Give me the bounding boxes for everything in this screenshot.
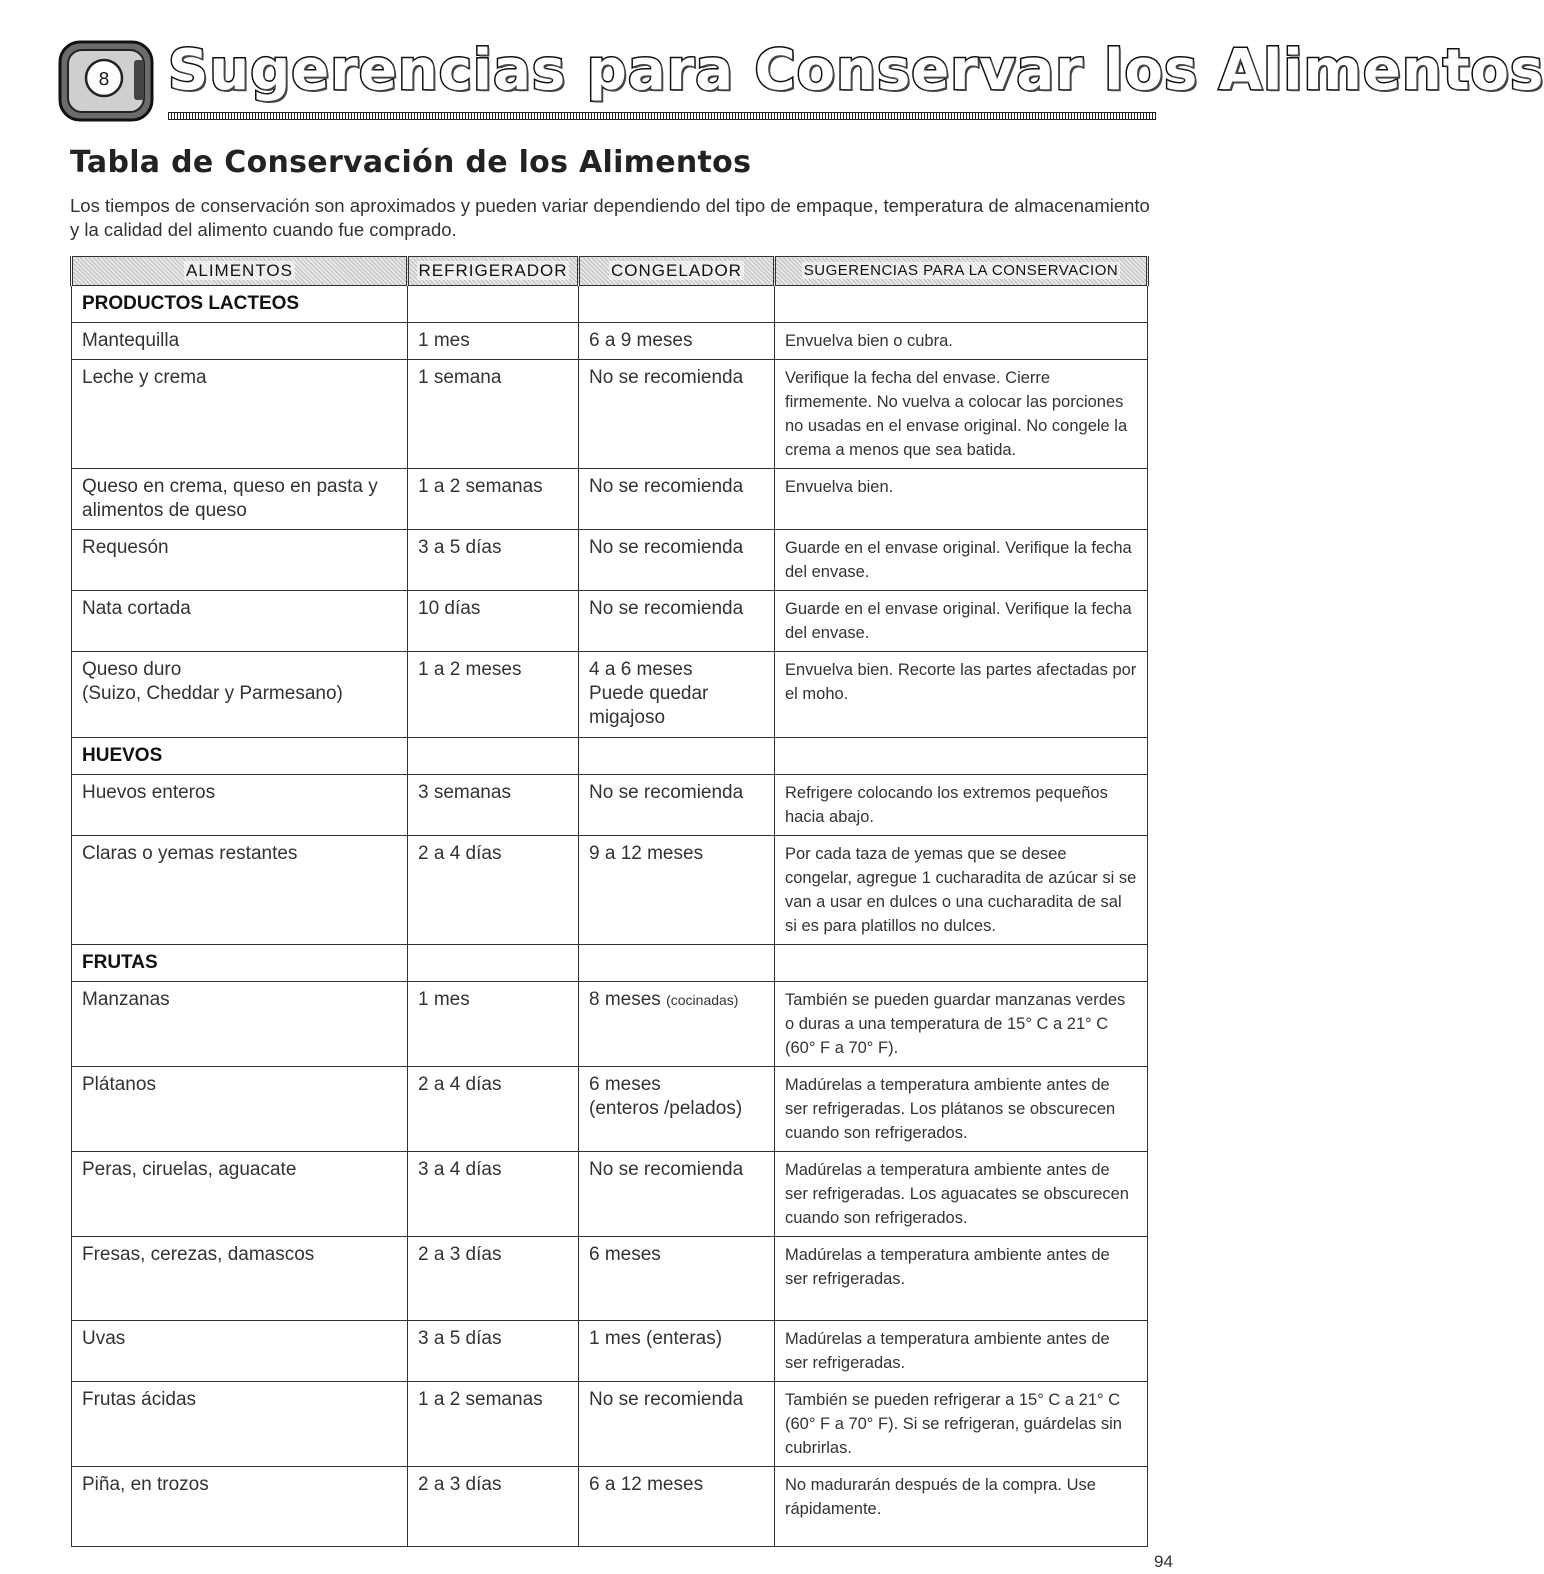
- table-row: [72, 360, 1148, 469]
- fridge-time-cell: [408, 1067, 579, 1152]
- freezer-time-cell: [579, 982, 775, 1067]
- fridge-time-cell: [408, 836, 579, 945]
- fridge-time-cell: [408, 1382, 579, 1467]
- table-body: [72, 286, 1148, 1547]
- freezer-time-cell: [579, 836, 775, 945]
- table-row: [72, 1152, 1148, 1237]
- table-header-row: [72, 257, 1148, 286]
- category-label: PRODUCTOS LACTEOS: [72, 286, 408, 323]
- intro-paragraph: [70, 194, 1150, 242]
- fridge-time-cell-text: 2 a 4 días: [418, 1074, 502, 1095]
- table-row: [72, 591, 1148, 652]
- fridge-time-cell: [408, 982, 579, 1067]
- fridge-time-cell-text: 2 a 3 días: [418, 1474, 502, 1495]
- freezer-time-cell: [579, 1321, 775, 1382]
- fridge-time-cell-text: 2 a 4 días: [418, 843, 502, 864]
- fridge-time-cell: [408, 652, 579, 738]
- table-row: [72, 1382, 1148, 1467]
- fridge-time-cell-text: 3 a 5 días: [418, 1328, 502, 1349]
- freezer-time-cell-text: No se recomienda: [589, 537, 744, 558]
- storage-tip-cell-text: Madúrelas a temperatura ambiente antes de ser refrigeradas. Los plátanos se obscurecen cuando son refrigerados.: [785, 1076, 1116, 1142]
- storage-tip-cell: [775, 775, 1148, 836]
- empty-cell: [408, 738, 579, 775]
- food-cell-text: Requesón: [82, 537, 169, 558]
- freezer-time-cell-text: 4 a 6 meses Puede quedar migajoso: [589, 659, 709, 728]
- freezer-time-cell: [579, 652, 775, 738]
- category-row: [72, 945, 1148, 982]
- food-cell: [72, 652, 408, 738]
- table-row: [72, 1067, 1148, 1152]
- freezer-time-cell: [579, 775, 775, 836]
- fridge-time-cell: [408, 360, 579, 469]
- food-cell-text: Uvas: [82, 1328, 126, 1349]
- freezer-time-cell-text: 6 meses: [589, 1244, 661, 1265]
- empty-cell: [579, 286, 775, 323]
- empty-cell: [775, 945, 1148, 982]
- table-row: [72, 1321, 1148, 1382]
- category-label: HUEVOS: [72, 738, 408, 775]
- fridge-time-cell-text: 10 días: [418, 598, 481, 619]
- storage-tip-cell-text: Verifique la fecha del envase. Cierre firmemente. No vuelva a colocar las porciones no usadas en el envase original. No congele la crema a menos que sea batida.: [785, 369, 1128, 459]
- food-cell: [72, 530, 408, 591]
- fridge-time-cell: [408, 530, 579, 591]
- refrigerator-icon: [58, 40, 154, 122]
- storage-tip-cell: [775, 591, 1148, 652]
- food-cell-text: Peras, ciruelas, aguacate: [82, 1159, 297, 1180]
- storage-tip-cell-text: Envuelva bien o cubra.: [785, 332, 953, 350]
- freezer-time-cell-text: No se recomienda: [589, 476, 744, 497]
- fridge-time-cell: [408, 591, 579, 652]
- category-label: FRUTAS: [72, 945, 408, 982]
- storage-tip-cell-text: Refrigere colocando los extremos pequeños hacia abajo.: [785, 784, 1108, 826]
- category-row: [72, 286, 1148, 323]
- storage-tip-cell: [775, 1152, 1148, 1237]
- freezer-time-cell-text: 6 a 9 meses: [589, 330, 693, 351]
- fridge-time-cell-text: 1 mes: [418, 330, 470, 351]
- fridge-time-cell: [408, 1152, 579, 1237]
- title-underline: [168, 112, 1156, 120]
- freezer-time-cell-text: No se recomienda: [589, 782, 744, 803]
- freezer-time-cell: [579, 1237, 775, 1321]
- table-row: [72, 323, 1148, 360]
- fridge-time-cell: [408, 469, 579, 530]
- food-cell: [72, 1152, 408, 1237]
- food-storage-table: [70, 256, 1149, 1547]
- freezer-time-cell: [579, 323, 775, 360]
- freezer-time-cell: [579, 1382, 775, 1467]
- food-cell: [72, 836, 408, 945]
- header-refrigerador-label: REFRIGERADOR: [418, 261, 568, 280]
- storage-tip-cell-text: Envuelva bien. Recorte las partes afectadas por el moho.: [785, 661, 1137, 703]
- storage-tip-cell-text: Madúrelas a temperatura ambiente antes de ser refrigeradas. Los aguacates se obscurecen cuando son refrigerados.: [785, 1161, 1129, 1227]
- freezer-time-cell: [579, 591, 775, 652]
- fridge-time-cell: [408, 775, 579, 836]
- fridge-time-cell-text: 1 mes: [418, 989, 470, 1010]
- freezer-time-cell-text: No se recomienda: [589, 1159, 744, 1180]
- fridge-time-cell-text: 3 a 5 días: [418, 537, 502, 558]
- storage-tip-cell-text: Por cada taza de yemas que se desee congelar, agregue 1 cucharadita de azúcar si se van a usar en dulces o una cucharadita de sal si es para platillos no dulces.: [785, 845, 1137, 935]
- storage-tip-cell: [775, 469, 1148, 530]
- food-cell: [72, 469, 408, 530]
- food-cell-text: Queso en crema, queso en pasta y alimentos de queso: [82, 476, 378, 521]
- empty-cell: [579, 945, 775, 982]
- empty-cell: [408, 286, 579, 323]
- table-row: [72, 469, 1148, 530]
- freezer-time-cell: [579, 530, 775, 591]
- fridge-time-cell-text: 1 a 2 meses: [418, 659, 522, 680]
- food-cell-text: Mantequilla: [82, 330, 180, 351]
- food-cell-text: Leche y crema: [82, 367, 207, 388]
- freezer-time-cell-text: 9 a 12 meses: [589, 843, 704, 864]
- category-row: [72, 738, 1148, 775]
- food-cell-text: Claras o yemas restantes: [82, 843, 298, 864]
- storage-tip-cell-text: Guarde en el envase original. Verifique la fecha del envase.: [785, 600, 1132, 642]
- empty-cell: [579, 738, 775, 775]
- food-cell: [72, 982, 408, 1067]
- storage-tip-cell: [775, 360, 1148, 469]
- food-cell: [72, 1467, 408, 1547]
- storage-tip-cell: [775, 836, 1148, 945]
- storage-tip-cell: [775, 1237, 1148, 1321]
- fridge-time-cell: [408, 1467, 579, 1547]
- table-row: [72, 836, 1148, 945]
- freezer-time-cell: [579, 469, 775, 530]
- fridge-time-cell-text: 1 semana: [418, 367, 502, 388]
- storage-tip-cell-text: No madurarán después de la compra. Use rápidamente.: [785, 1476, 1096, 1518]
- freezer-time-cell-text: No se recomienda: [589, 598, 744, 619]
- food-cell: [72, 775, 408, 836]
- storage-tip-cell-text: Guarde en el envase original. Verifique la fecha del envase.: [785, 539, 1132, 581]
- table-row: [72, 530, 1148, 591]
- storage-tip-cell: [775, 1321, 1148, 1382]
- freezer-note: (cocinadas): [666, 992, 739, 1008]
- freezer-time-cell: [579, 1467, 775, 1547]
- food-cell-text: Piña, en trozos: [82, 1474, 209, 1495]
- table-heading: Tabla de Conservación de los Alimentos: [70, 145, 752, 180]
- food-cell: [72, 591, 408, 652]
- header-congelador: [579, 257, 775, 286]
- page-number: 94: [1154, 1552, 1173, 1571]
- title-banner: [58, 36, 1544, 126]
- food-cell: [72, 1382, 408, 1467]
- storage-tip-cell-text: Madúrelas a temperatura ambiente antes de ser refrigeradas.: [785, 1330, 1110, 1372]
- food-cell-text: Plátanos: [82, 1074, 156, 1095]
- storage-tip-cell: [775, 323, 1148, 360]
- food-cell-text: Queso duro (Suizo, Cheddar y Parmesano): [82, 659, 343, 704]
- food-cell: [72, 1067, 408, 1152]
- food-cell-text: Huevos enteros: [82, 782, 216, 803]
- header-sugerencias-label: SUGERENCIAS PARA LA CONSERVACION: [803, 262, 1119, 279]
- header-alimentos-label: ALIMENTOS: [186, 261, 293, 280]
- storage-tip-cell: [775, 982, 1148, 1067]
- header-sugerencias: [775, 257, 1148, 286]
- storage-tip-cell: [775, 1382, 1148, 1467]
- fridge-time-cell: [408, 1321, 579, 1382]
- freezer-time-cell: [579, 1152, 775, 1237]
- fridge-time-cell-text: 1 a 2 semanas: [418, 476, 543, 497]
- food-cell-text: Fresas, cerezas, damascos: [82, 1244, 315, 1265]
- table-row: [72, 652, 1148, 738]
- freezer-time-cell-text: 6 a 12 meses: [589, 1474, 704, 1495]
- page-title: Sugerencias para Conservar los Alimentos: [168, 38, 1544, 103]
- table-row: [72, 982, 1148, 1067]
- freezer-time-cell-text: No se recomienda: [589, 1389, 744, 1410]
- storage-tip-cell: [775, 1067, 1148, 1152]
- header-congelador-label: CONGELADOR: [611, 261, 742, 280]
- table-row: [72, 1237, 1148, 1321]
- storage-tip-cell: [775, 652, 1148, 738]
- storage-tip-cell: [775, 1467, 1148, 1547]
- fridge-time-cell-text: 2 a 3 días: [418, 1244, 502, 1265]
- storage-tip-cell-text: También se pueden guardar manzanas verdes o duras a una temperatura de 15° C a 21° C (60° F a 70° F).: [785, 991, 1126, 1057]
- fridge-time-cell-text: 3 a 4 días: [418, 1159, 502, 1180]
- storage-tip-cell: [775, 530, 1148, 591]
- table-row: [72, 1467, 1148, 1547]
- empty-cell: [775, 738, 1148, 775]
- food-cell: [72, 1237, 408, 1321]
- food-cell: [72, 323, 408, 360]
- fridge-time-cell: [408, 323, 579, 360]
- food-cell-text: Manzanas: [82, 989, 170, 1010]
- header-alimentos: [72, 257, 408, 286]
- storage-tip-cell-text: Envuelva bien.: [785, 478, 894, 496]
- fridge-time-cell: [408, 1237, 579, 1321]
- table-row: [72, 775, 1148, 836]
- freezer-time-cell: [579, 360, 775, 469]
- freezer-time-cell: [579, 1067, 775, 1152]
- fridge-time-cell-text: 3 semanas: [418, 782, 511, 803]
- food-cell-text: Frutas ácidas: [82, 1389, 197, 1410]
- intro-text: Los tiempos de conservación son aproximados y pueden variar dependiendo del tipo de empaque, temperatura de almacenamiento y la calidad del alimento cuando fue comprado.: [70, 195, 1150, 240]
- freezer-time-cell-text: 1 mes (enteras): [589, 1328, 723, 1349]
- fridge-time-cell-text: 1 a 2 semanas: [418, 1389, 543, 1410]
- freezer-time-cell-text: No se recomienda: [589, 367, 744, 388]
- storage-tip-cell-text: También se pueden refrigerar a 15° C a 21° C (60° F a 70° F). Si se refrigeran, guárdelas sin cubrirlas.: [785, 1391, 1122, 1457]
- freezer-time-cell-text: 6 meses (enteros /pelados): [589, 1074, 743, 1119]
- food-cell: [72, 1321, 408, 1382]
- food-cell: [72, 360, 408, 469]
- empty-cell: [408, 945, 579, 982]
- food-cell-text: Nata cortada: [82, 598, 191, 619]
- header-refrigerador: [408, 257, 579, 286]
- storage-tip-cell-text: Madúrelas a temperatura ambiente antes de ser refrigeradas.: [785, 1246, 1110, 1288]
- freezer-time-cell-text: 8 meses: [589, 989, 661, 1010]
- svg-text:8: 8: [98, 69, 110, 90]
- empty-cell: [775, 286, 1148, 323]
